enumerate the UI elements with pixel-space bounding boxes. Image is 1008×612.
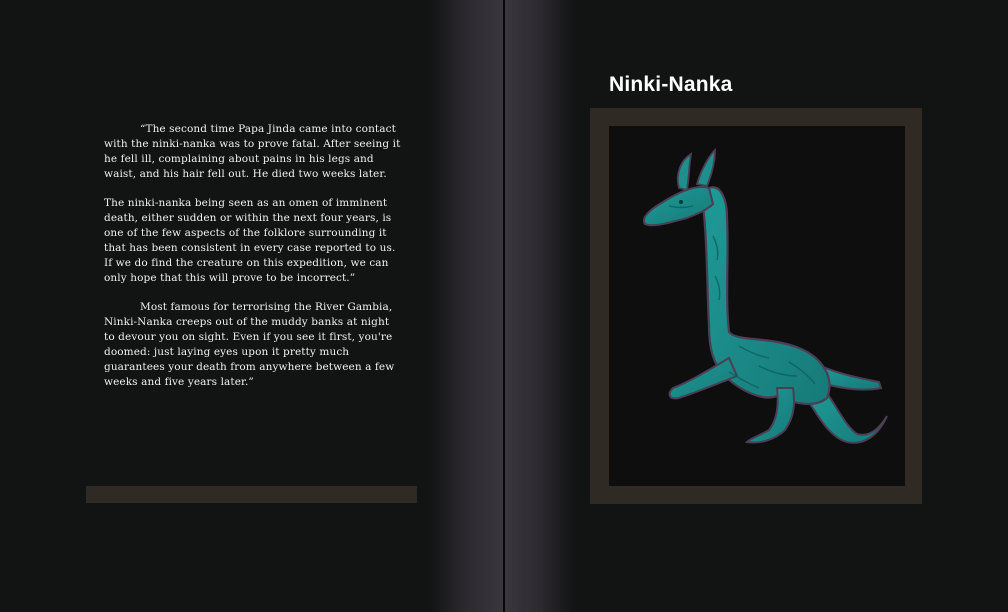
creature-front-leg — [670, 358, 737, 398]
book-spine — [503, 0, 505, 612]
paragraph-quote-1: “The second time Papa Jinda came into contact with the ninki-nanka was to prove fatal. After seeing it he fell ill, complaining about pains in his legs and waist, and his hair fell out. He died two weeks later. — [104, 123, 401, 180]
decorative-bar — [86, 486, 417, 503]
book-gutter-shadow-left — [430, 0, 504, 612]
creature-head — [644, 187, 713, 225]
ninki-nanka-creature-illustration — [609, 126, 905, 486]
book-gutter-shadow-right — [505, 0, 575, 612]
page-title: Ninki-Nanka — [609, 73, 733, 96]
creature-horn-right — [697, 150, 715, 186]
creature-horn-left — [678, 154, 691, 190]
paragraph-description: Most famous for terrorising the River Gambia, Ninki-Nanka creeps out of the muddy banks at night to devour you on sight. Even if you see it first, you're doomed: just laying eyes upon it pretty much guarantees your death from anywhere between a few weeks and five years later.” — [104, 301, 395, 388]
creature-eye — [679, 200, 683, 204]
illustration-frame — [590, 108, 922, 504]
paragraph-quote-2: The ninki-nanka being seen as an omen of imminent death, either sudden or within the next four years, is one of the few aspects of the folklore surrounding it that has been consistent in every case reported to us. If we do find the creature on this expedition, we can only hope that this will prove to be incorrect.” — [104, 197, 396, 284]
body-text — [104, 122, 402, 404]
illustration-canvas — [609, 126, 905, 486]
